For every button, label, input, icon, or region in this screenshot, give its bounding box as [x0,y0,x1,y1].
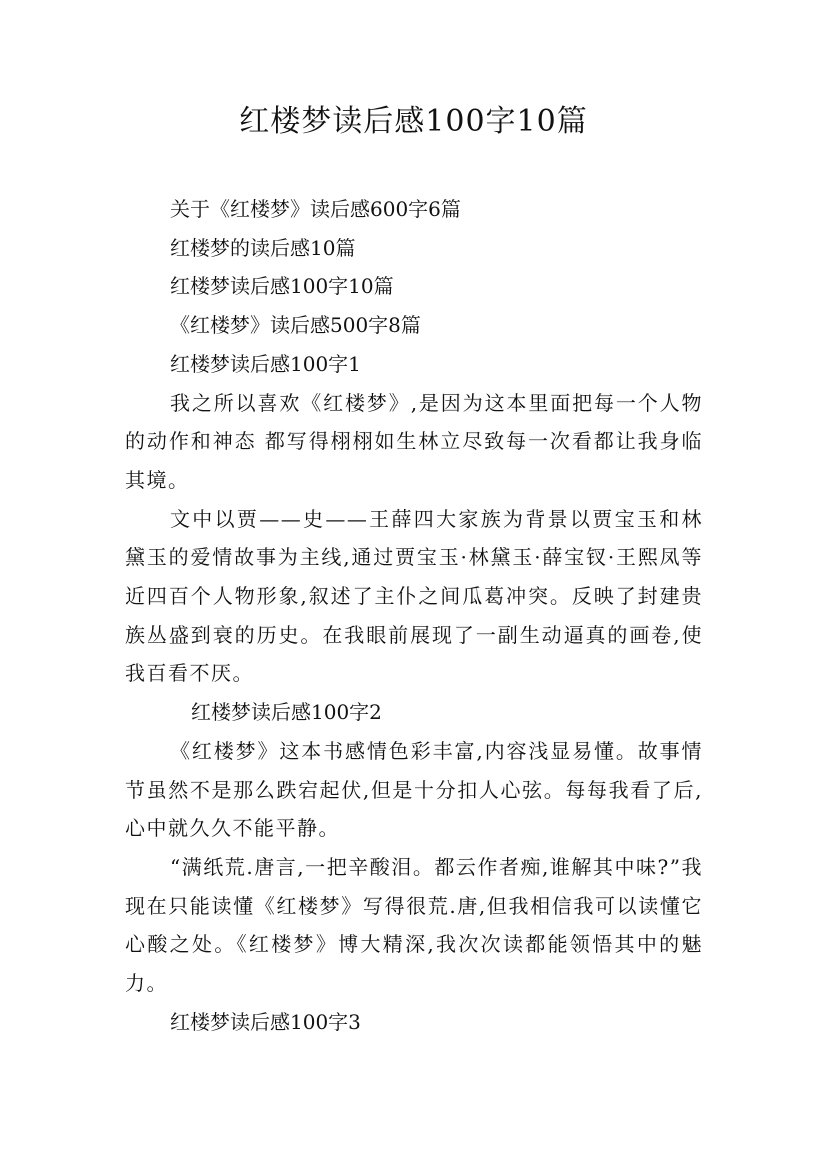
section-heading: 红楼梦读后感100字1 [170,351,361,376]
paragraph: 我之所以喜欢《红楼梦》,是因为这本里面把每一个人物的动作和神态 都写得栩栩如生林立尽致每一次看都让我身临其境。 [125,390,703,492]
toc-item: 红楼梦的读后感10篇 [170,235,356,260]
paragraph: 《红楼梦》这本书感情色彩丰富,内容浅显易懂。故事情节虽然不是那么跌宕起伏,但是十分扣人心弦。每每我看了后,心中就久久不能平静。 [125,738,703,841]
paragraph: 文中以贾——史——王薛四大家族为背景以贾宝玉和林黛玉的爱情故事为主线,通过贾宝玉·林黛玉·薛宝钗·王熙凤等近四百个人物形象,叙述了主仆之间瓜葛冲突。反映了封建贵族丛盛到衰的历史。在我眼前展现了一副生动逼真的画卷,使我百看不厌。 [125,506,703,686]
toc-item: 关于《红楼梦》读后感600字6篇 [170,197,461,221]
toc-item: 《红楼梦》读后感500字8篇 [170,313,421,338]
document-title: 红楼梦读后感100字10篇 [239,104,588,139]
section-heading: 红楼梦读后感100字2 [191,700,382,725]
section-heading: 红楼梦读后感100字3 [170,1009,361,1034]
document-body [125,190,703,1041]
toc-item: 红楼梦读后感100字10篇 [170,274,394,299]
paragraph: “满纸荒.唐言,一把辛酸泪。都云作者痴,谁解其中味?”我现在只能读懂《红楼梦》写得很荒.唐,但我相信我可以读懂它心酸之处。《红楼梦》博大精深,我次次读都能领悟其中的魅力。 [125,854,703,996]
